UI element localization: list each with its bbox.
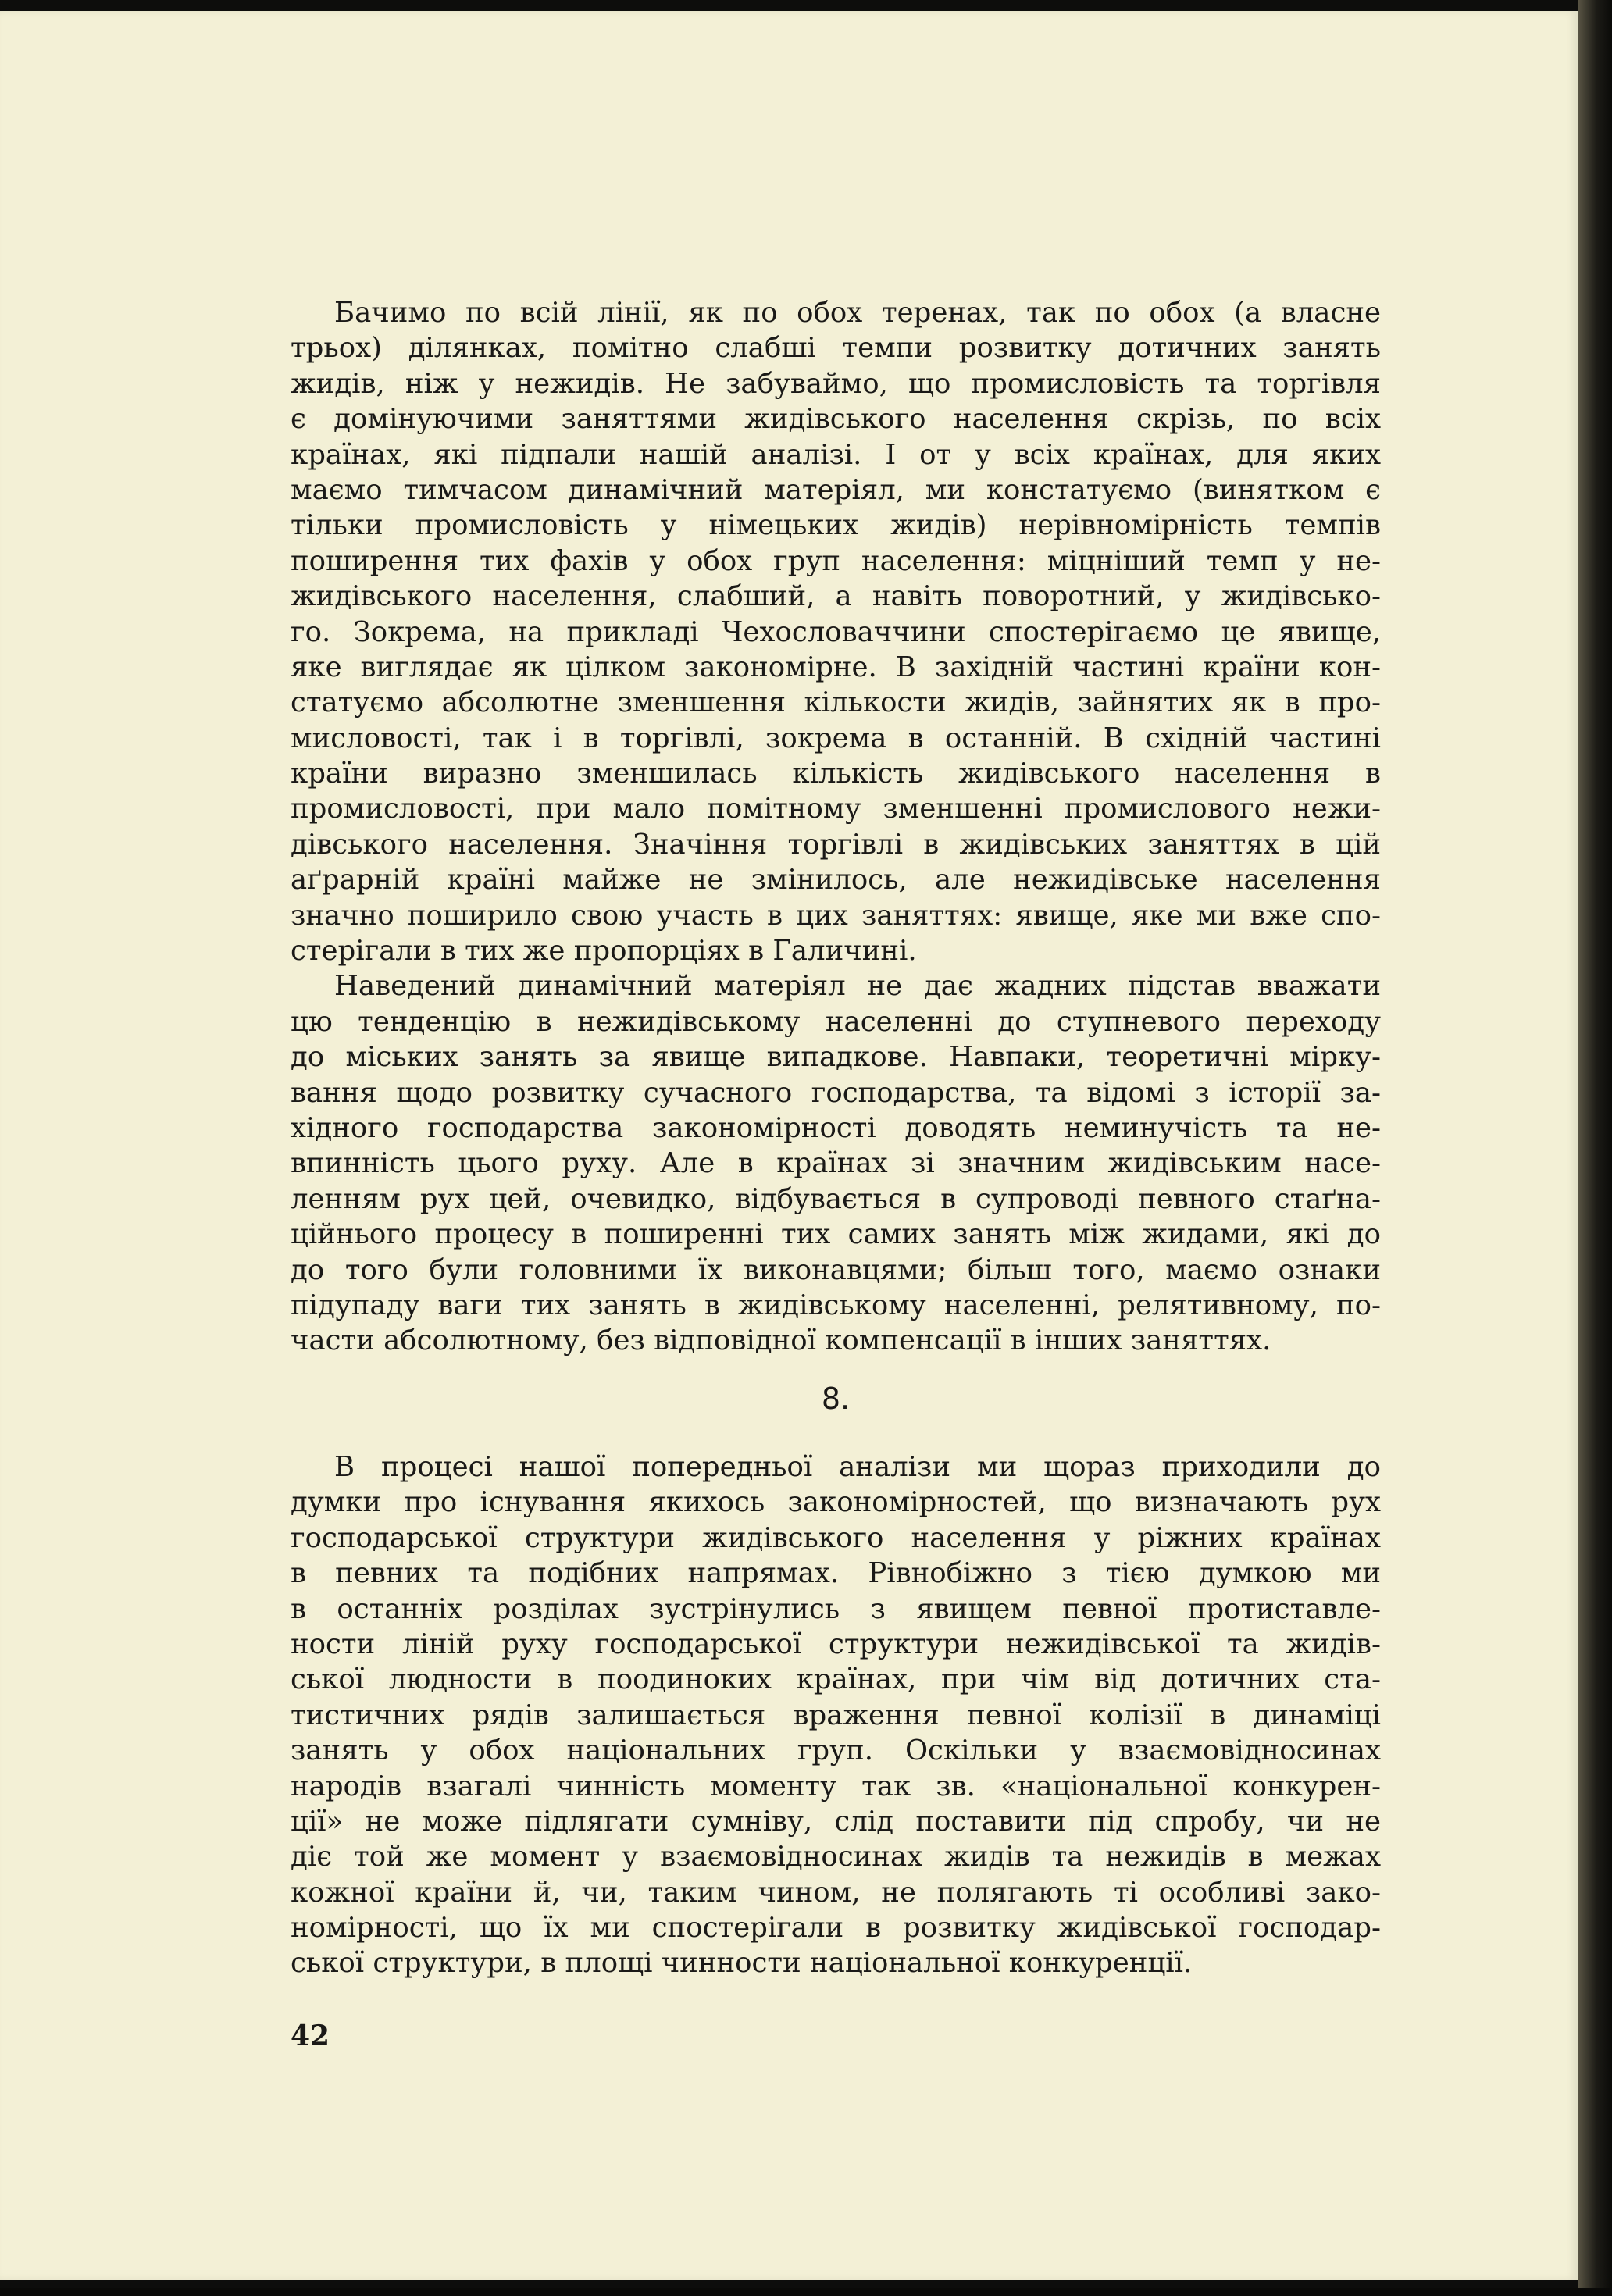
- text-line: жидівського населення, слабший, а навіть поворотний, у жидівсько-: [291, 580, 1381, 613]
- text-line: дівського населення. Значіння торгівлі в жидівських заняттях в цій: [291, 828, 1381, 861]
- text-line: народів взагалі чинність моменту так зв. «національної конкурен-: [291, 1770, 1381, 1802]
- text-line: Наведений динамічний матеріял не дає жадних підстав вважати: [334, 970, 1381, 1003]
- text-line: статуємо абсолютне зменшення кількости жидів, зайнятих як в про-: [291, 686, 1381, 719]
- text-line: цю тенденцію в нежидівському населенні до ступневого переходу: [291, 1005, 1381, 1038]
- paragraph-1: [291, 295, 1381, 968]
- text-line: тистичних рядів залишається враження певної колізії в динаміці: [291, 1699, 1381, 1731]
- text-line: до міських занять за явище випадкове. Навпаки, теоретичні мірку-: [291, 1041, 1381, 1074]
- text-line: ції» не може підлягати сумніву, слід поставити під спробу, чи не: [291, 1805, 1381, 1838]
- text-line: думки про існування якихось закономірностей, що визначають рух: [291, 1486, 1381, 1519]
- paragraph-3: [291, 1449, 1381, 1981]
- text-line: в останніх розділах зустрінулись з явищем певної протиставле-: [291, 1592, 1381, 1625]
- text-line: трьох) ділянках, помітно слабші темпи розвитку дотичних занять: [291, 332, 1381, 365]
- text-line: країнах, які підпали нашій аналізі. І от у всіх країнах, для яких: [291, 438, 1381, 471]
- page-bottom-edge: [0, 2288, 1612, 2296]
- text-line: маємо тимчасом динамічний матеріял, ми констатуємо (винятком є: [291, 473, 1381, 506]
- text-line: В процесі нашої попередньої аналізи ми щораз приходили до: [334, 1451, 1381, 1483]
- text-line: тільки промисловість у німецьких жидів) нерівномірність темпів: [291, 509, 1381, 542]
- text-line: ської людности в поодиноких країнах, при чім від дотичних ста-: [291, 1663, 1381, 1696]
- text-line: части абсолютному, без відповідної компенсації в інших заняттях.: [291, 1324, 1271, 1357]
- text-line: країни виразно зменшилась кількість жидівського населення в: [291, 758, 1381, 790]
- text-line: значно поширило свою участь в цих заняттях: явище, яке ми вже спо-: [291, 899, 1381, 932]
- text-line: стерігали в тих же пропорціях в Галичині.: [291, 935, 917, 968]
- text-line: впинність цього руху. Але в країнах зі значним жидівським насе-: [291, 1147, 1381, 1180]
- text-line: діє той же момент у взаємовідносинах жидів та нежидів в межах: [291, 1841, 1381, 1874]
- text-line: в певних та подібних напрямах. Рівнобіжно з тією думкою ми: [291, 1557, 1381, 1590]
- text-line: підупаду ваги тих занять в жидівському населенні, релятивному, по-: [291, 1289, 1381, 1321]
- text-line: Бачимо по всій лінії, як по обох теренах, так по обох (а власне: [334, 297, 1381, 329]
- body-text-top: [291, 295, 1381, 1359]
- text-line: промисловості, при мало помітному зменшенні промислового нежи-: [291, 793, 1381, 825]
- text-line: поширення тих фахів у обох груп населення: міцніший темп у не-: [291, 544, 1381, 577]
- text-line: ленням рух цей, очевидко, відбувається в супроводі певного стаґна-: [291, 1182, 1381, 1215]
- text-line: ської структури, в площі чинности національної конкуренції.: [291, 1947, 1193, 1980]
- text-line: ційнього процесу в поширенні тих самих занять між жидами, які до: [291, 1218, 1381, 1251]
- book-spine-shadow: [1578, 0, 1612, 2296]
- paragraph-2: [291, 968, 1381, 1358]
- text-line: го. Зокрема, на прикладі Чехословаччини спостерігаємо це явище,: [291, 615, 1381, 648]
- text-line: ности ліній руху господарської структури нежидівської та жидів-: [291, 1628, 1381, 1660]
- text-line: жидів, ніж у нежидів. Не забуваймо, що промисловість та торгівля: [291, 367, 1381, 400]
- text-line: є домінуючими заняттями жидівського населення скрізь, по всіх: [291, 403, 1381, 436]
- text-line: мисловості, так і в торгівлі, зокрема в останній. В східній частині: [291, 722, 1381, 754]
- text-line: до того були головними їх виконавцями; більш того, маємо ознаки: [291, 1253, 1381, 1286]
- text-line: номірності, що їх ми спостерігали в розвитку жидівської господар-: [291, 1912, 1381, 1945]
- section-number: 8.: [821, 1382, 851, 1416]
- page-number: 42: [291, 2020, 330, 2052]
- body-text-bottom: [291, 1449, 1381, 1981]
- text-line: вання щодо розвитку сучасного господарства, та відомі з історії за-: [291, 1076, 1381, 1109]
- text-line: занять у обох національних груп. Оскільки у взаємовідносинах: [291, 1734, 1381, 1767]
- text-line: яке виглядає як цілком закономірне. В західній частині країни кон-: [291, 651, 1381, 683]
- text-line: аґрарній країні майже не змінилось, але нежидівське населення: [291, 864, 1381, 897]
- text-line: кожної країни й, чи, таким чином, не полягають ті особливі зако-: [291, 1876, 1381, 1909]
- text-line: господарської структури жидівського населення у ріжних країнах: [291, 1521, 1381, 1554]
- text-line: хідного господарства закономірності доводять неминучість та не-: [291, 1111, 1381, 1144]
